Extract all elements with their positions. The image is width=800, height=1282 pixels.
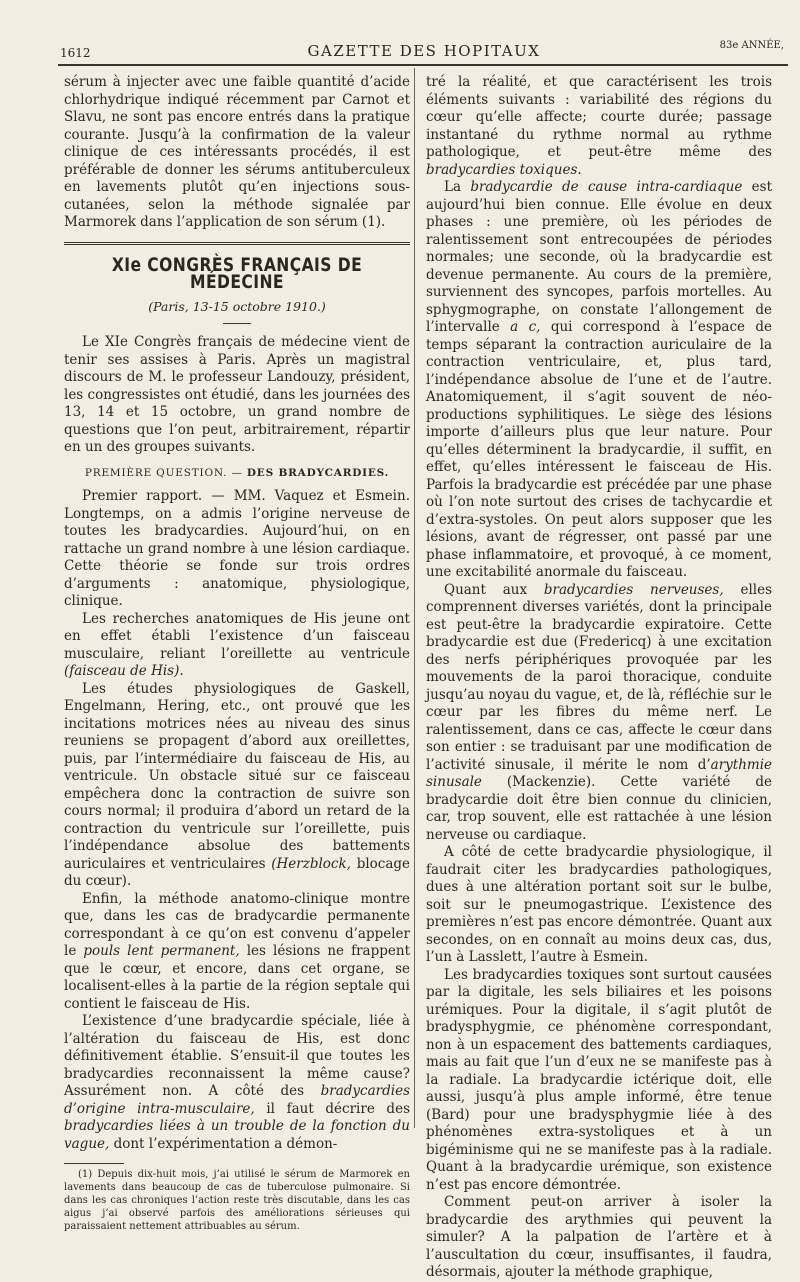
- gaskell-text: Les études physiologiques de Gaskell, Engelmann, Hering, etc., ont prouvé que les incitations motrices nées au niveau des sinus reuniens se propagent d’abord aux oreillettes, puis, par l’intermédiaire du faisceau de His, au ventricule. Un obstacle situé sur ce faisceau empêchera donc la contraction de suivre son cours normal; il produira d’abord un retard de la contraction du ventricule sur l’oreillette, puis l’indépendance absolue des battements auriculaires et ventriculaires: [64, 680, 410, 872]
- short-rule: [223, 323, 251, 324]
- existence-term-1: bradycardies d’origine intra-musculaire,: [64, 1083, 410, 1117]
- existence-text-a: L’existence d’une bradycardie spéciale, liée à l’altération du faisceau de His, est donc définitivement établie. S’ensuit-il que toutes les bradycardies reconnaissent la même cause? Assurément non. A côté des: [64, 1013, 410, 1099]
- section-title: XIe CONGRÈS FRANÇAIS DE MÉDECINE: [111, 253, 363, 293]
- p2-ac: a c,: [510, 319, 541, 335]
- enfin-text-a: Enfin, la méthode anatomo-clinique montre que, dans les cas de bradycardie permanente correspondant à ce qu’on est convenu d’appeler le: [64, 890, 410, 959]
- report-paragraph: [64, 488, 410, 611]
- header-rule: [58, 64, 788, 66]
- p2-text-a: La: [444, 179, 462, 195]
- paragraph-6: Comment peut-on arriver à isoler la bradycardie des arythmies qui peuvent la simuler? A la palpation de l’artère et à l’auscultation du cœur, insuffisantes, il faudra, désormais, ajouter la méthode graphique,: [426, 1194, 772, 1280]
- report-label: Premier rapport.: [82, 488, 203, 504]
- page-number: 1612: [60, 46, 91, 60]
- paragraph-5: Les bradycardies toxiques sont surtout causées par la digitale, les sels biliaires et les poisons urémiques. Pour la digitale, il s’agit plutôt de bradysphygmie, ce phénomène correspondant, non à un espacement des battements cardiaques, mais au fait que l’un d’eux ne se manifeste pas à la radiale. La bradycardie ictérique doit, elle aussi, jusqu’à plus ample informé, être tenue (Bard) pour une bradysphygmie liée à des phénomènes extra-systoliques et à un bigéminisme qui ne se manifeste pas à la radiale. Quant à la bradycardie urémique, son existence n’est pas encore démontrée.: [426, 966, 772, 1193]
- paragraph-4: A côté de cette bradycardie physiologique, il faudrait citer les bradycardies pathologiques, dues à une altération portant soit sur le bulbe, soit sur le pneumogastrique. L’existence des premières n’est pas encore démontrée. Quant aux secondes, on en connaît au moins deux cas, dus, l’un à Lasslett, l’autre à Esmein.: [426, 844, 772, 965]
- existence-paragraph: [64, 1013, 410, 1153]
- question-heading: [64, 465, 410, 483]
- question-heading-number: PREMIÈRE QUESTION. —: [84, 466, 243, 479]
- question-heading-topic: DES BRADYCARDIES.: [246, 466, 390, 479]
- p2-text-b: est aujourd’hui bien connue. Elle évolue en deux phases : une première, où les périodes de ralentissement sont entrecoupées de périodes normales; une seconde, où la bradycardie est devenue permanente. Au cours de la première, surviennent des syncopes, parfois mortelles. Au sphygmographe, on constate l’allongement de l’intervalle: [426, 179, 772, 335]
- his-text: Les recherches anatomiques de His jeune ont en effet établi l’existence d’un faisceau musculaire, reliant l’oreillette au ventricule: [64, 610, 410, 662]
- intro-paragraph: sérum à injecter avec une faible quantité d’acide chlorhydrique indiqué récemment par Carnot et Slavu, ne sont pas encore entrés dans la pratique courante. Jusqu’à la confirmation de la valeur clinique de ces intéressants procédés, il est préférable de donner les sérums antituberculeux en lavements plutôt qu’en injections sous-cutanées, selon la méthode signalée par Marmorek dans l’application de son sérum (1).: [64, 74, 410, 230]
- his-term: (faisceau de His).: [64, 663, 184, 679]
- existence-text-b: il faut décrire des: [266, 1100, 410, 1117]
- p3-term: bradycardies nerveuses,: [543, 581, 724, 598]
- congress-paragraph: Le XIe Congrès français de médecine vient de tenir ses assises à Paris. Après un magistral discours de M. le professeur Landouzy, président, les congressistes ont étudié, dans les journées des 13, 14 et 15 octobre, un grand nombre de questions que l’on peut, arbitrairement, répartir en un des groupes suivants.: [64, 334, 410, 455]
- enfin-paragraph: [64, 891, 410, 1014]
- enfin-term: pouls lent permanent,: [83, 943, 240, 959]
- footnote: (1) Depuis dix-huit mois, j’ai utilisé le sérum de Marmorek en lavements dans beaucoup de cas de tuberculose pulmonaire. Si dans les cas chroniques l’action reste très discutable, dans les cas aigus j’ai observé parfois des améliorations sérieuses qui paraissaient nettement attribuables au sérum.: [64, 1169, 410, 1232]
- volume-year: 83e ANNÉE,: [719, 40, 784, 51]
- gaskell-term: (Herzblock,: [271, 855, 351, 872]
- enfin-text-b: les lésions ne frappent que le cœur, et encore, dans cet organe, se localisent-elles à la partie de la région septale qui contient le faisceau de His.: [64, 943, 410, 1012]
- footnote-rule: [64, 1163, 124, 1164]
- report-authors: — MM. Vaquez et Esmein.: [211, 488, 410, 504]
- left-column: [64, 74, 410, 1233]
- section-subtitle: (Paris, 13-15 octobre 1910.): [148, 298, 326, 314]
- page-header: [60, 38, 788, 62]
- p1-term: bradycardies toxiques.: [426, 161, 582, 178]
- report-text: Longtemps, on a admis l’origine nerveuse de toutes les bradycardies. Aujourd’hui, on en rattache un grand nombre à une lésion cardiaque. Cette théorie se fonde sur trois ordres d’arguments : anatomique, physiologique, clinique.: [64, 505, 410, 609]
- right-column: [426, 74, 772, 1282]
- p1-text: tré la réalité, et que caractérisent les trois éléments suivants : variabilité des régions du cœur qu’elle affecte; courte durée; passage instantané du rythme normal au rythme pathologique, et peut-être même des: [426, 74, 772, 160]
- gaskell-paragraph: [64, 681, 410, 891]
- p2-text-c: qui correspond à l’espace de temps séparant la contraction auriculaire de la contraction ventriculaire, et, plus tard, l’indépendance absolue de l’une et de l’autre. Anatomiquement, il s’agit souvent de néo-productions syphilitiques. Le siège des lésions importe d’ailleurs plus que leur nature. Pour qu’elles déterminent la bradycardie, il suffit, en effet, qu’elles intéressent le faisceau de His. Parfois la bradycardie est précédée par une phase où l’on note surtout des crises de tachycardie et d’extra-systoles. On peut alors supposer que les lésions, avant de régresser, ont passé par une phase inflammatoire, et provoqué, à ce moment, une excitabilité anormale du faisceau.: [426, 319, 772, 580]
- existence-text-c: dont l’expérimentation a démon-: [113, 1135, 338, 1152]
- existence-term-2: bradycardies liées à un trouble de la fonction du vague,: [64, 1118, 410, 1152]
- column-divider: [414, 68, 415, 1128]
- p3-text-a: Quant aux: [444, 581, 528, 598]
- p3-text-c: (Mackenzie). Cette variété de bradycardie doit être bien connue du clinicien, car, trop souvent, elle est rattachée à une lésion nerveuse ou cardiaque.: [426, 774, 772, 843]
- journal-title: GAZETTE DES HOPITAUX: [307, 42, 541, 60]
- gaskell-end: blocage du cœur).: [64, 855, 411, 889]
- p2-term: bradycardie de cause intra-cardiaque: [470, 179, 743, 195]
- paragraph-1: [426, 74, 772, 179]
- p3-term-2: arythmie sinusale: [426, 756, 772, 790]
- section-rule: [64, 242, 410, 245]
- p3-text-b: elles comprennent diverses variétés, dont la principale est peut-être la bradycardie expiratoire. Cette bradycardie est due (Fredericq) à une excitation des nerfs périphériques provoquée par les mouvements de la paroi thoracique, conduite jusqu’au noyau du vague, et, de là, réfléchie sur le cœur par les fibres du même nerf. Le ralentissement, dans ce cas, affecte le cœur dans son entier : se traduisant par une modification de l’activité sinusale, il mérite le nom d’: [426, 581, 773, 773]
- paragraph-3: [426, 582, 772, 845]
- paragraph-2: [426, 179, 772, 582]
- his-paragraph: [64, 611, 410, 681]
